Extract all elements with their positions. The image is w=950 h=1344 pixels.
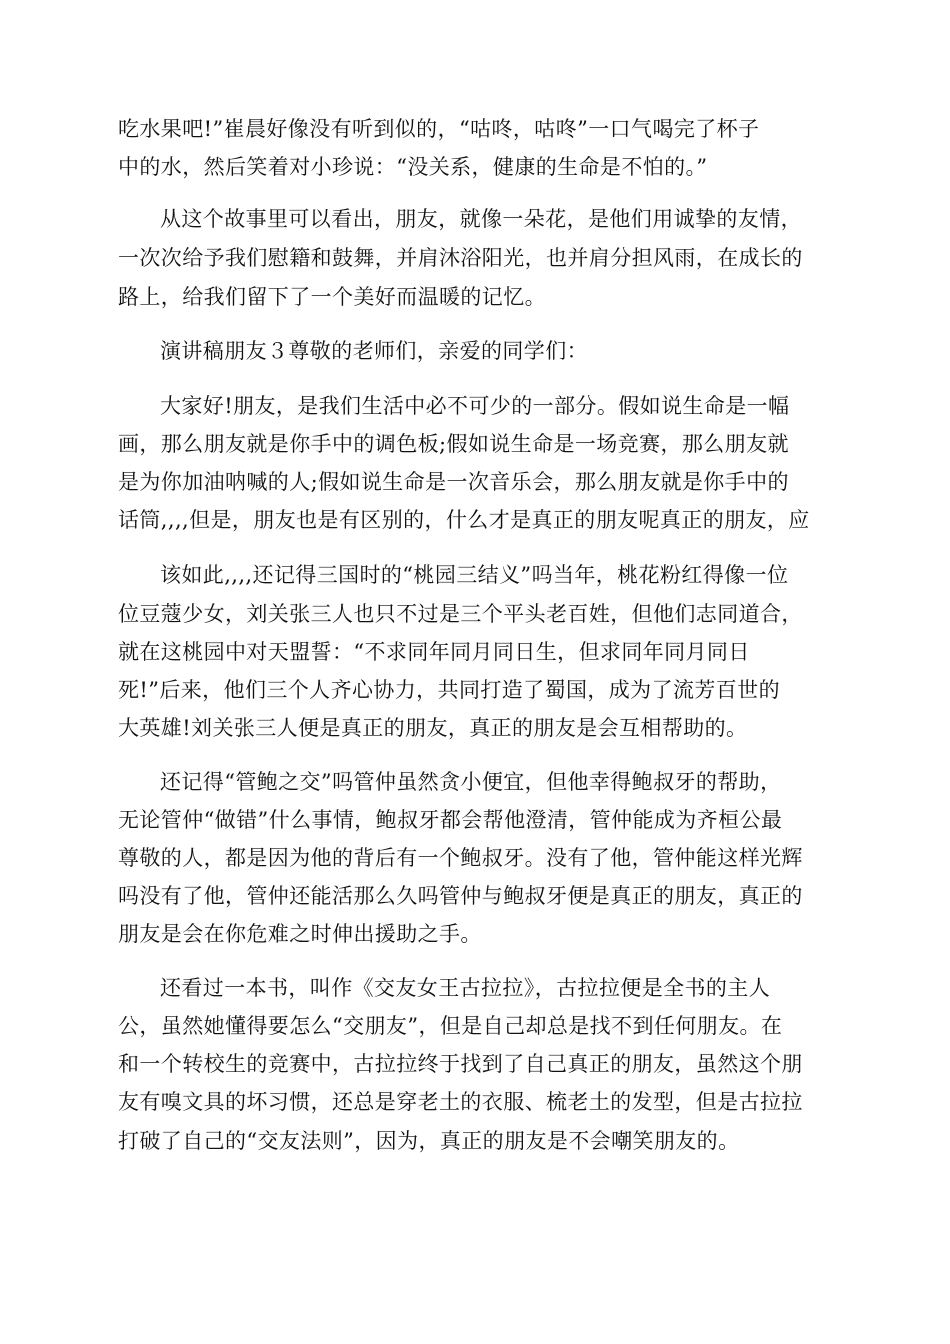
text-line: 位豆蔻少女，刘关张三人也只不过是三个平头老百姓，但他们志同道合，	[118, 602, 803, 626]
text-line: 吗没有了他，管仲还能活那么久吗管仲与鲍叔牙便是真正的朋友，真正的	[118, 884, 803, 908]
text-line: 画，那么朋友就是你手中的调色板;假如说生命是一场竞赛，那么朋友就	[118, 432, 789, 456]
text-line: 无论管仲“做错”什么事情，鲍叔牙都会帮他澄清，管仲能成为齐桓公最	[118, 808, 783, 832]
text-line: 公，虽然她懂得要怎么“交朋友”，但是自己却总是找不到任何朋友。在	[118, 1014, 783, 1038]
speech-heading-line: 演讲稿朋友３尊敬的老师们，亲爱的同学们：	[160, 339, 588, 363]
text-line: 是为你加油呐喊的人;假如说生命是一次音乐会，那么朋友就是你手中的	[118, 470, 789, 494]
text-line: 大家好!朋友，是我们生活中必不可少的一部分。假如说生命是一幅	[160, 394, 790, 418]
text-line: 和一个转校生的竞赛中，古拉拉终于找到了自己真正的朋友，虽然这个朋	[118, 1052, 803, 1076]
text-line: 该如此,,,,还记得三国时的“桃园三结义”吗当年，桃花粉红得像一位	[160, 563, 789, 587]
text-line: 友有嗅文具的坏习惯，还总是穿老土的衣服、梳老土的发型，但是古拉拉	[118, 1090, 803, 1114]
text-line: 死!”后来，他们三个人齐心协力，共同打造了蜀国，成为了流芳百世的	[118, 678, 780, 702]
text-line: 就在这桃园中对天盟誓：“不求同年同月同日生，但求同年同月同日	[118, 640, 750, 664]
text-line: 中的水，然后笑着对小珍说：“没关系，健康的生命是不怕的。”	[118, 155, 708, 179]
text-line: 话筒,,,,但是，朋友也是有区别的，什么才是真正的朋友呢真正的朋友，应	[118, 508, 810, 532]
text-line: 尊敬的人，都是因为他的背后有一个鲍叔牙。没有了他，管仲能这样光辉	[118, 846, 803, 870]
text-line: 还记得“管鲍之交”吗管仲虽然贪小便宜，但他幸得鲍叔牙的帮助，	[160, 770, 782, 794]
text-line: 大英雄!刘关张三人便是真正的朋友，真正的朋友是会互相帮助的。	[118, 716, 748, 740]
text-line: 路上，给我们留下了一个美好而温暖的记忆。	[118, 285, 546, 309]
text-line: 朋友是会在你危难之时伸出援助之手。	[118, 922, 482, 946]
text-line: 打破了自己的“交友法则”，因为，真正的朋友是不会嘲笑朋友的。	[118, 1129, 740, 1153]
text-line: 还看过一本书，叫作《交友女王古拉拉》，古拉拉便是全书的主人	[160, 976, 771, 1000]
text-line: 吃水果吧!”崔晨好像没有听到似的，“咕咚，咕咚”一口气喝完了杯子	[118, 117, 760, 141]
text-line: 一次次给予我们慰籍和鼓舞，并肩沐浴阳光，也并肩分担风雨，在成长的	[118, 246, 803, 270]
text-line: 从这个故事里可以看出，朋友，就像一朵花，是他们用诚挚的友情，	[160, 207, 802, 231]
